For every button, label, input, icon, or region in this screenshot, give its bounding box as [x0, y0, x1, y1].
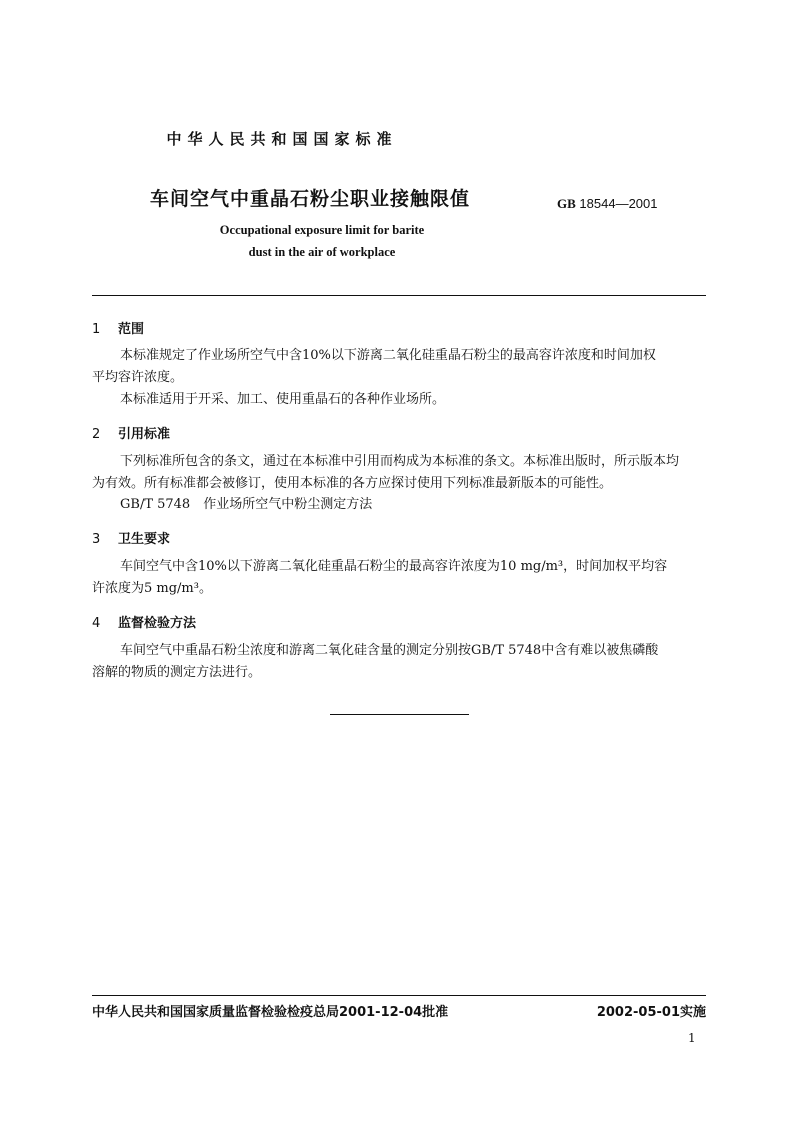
english-title-line-1: Occupational exposure limit for barite — [219, 223, 425, 237]
paragraph-line: 本标准规定了作业场所空气中含10%以下游离二氧化硅重晶石粉尘的最高容许浓度和时间加权 — [120, 348, 656, 363]
section-heading-4: 4 监督检验方法 — [92, 616, 197, 631]
approval-statement: 中华人民共和国国家质量监督检验检疫总局2001-12-04批准 — [92, 1005, 449, 1020]
paragraph-line: 车间空气中重晶石粉尘浓度和游离二氧化硅含量的测定分别按GB/T 5748中含有难以被焦磷酸 — [120, 643, 659, 658]
paragraph-line: 溶解的物质的测定方法进行。 — [92, 665, 262, 680]
section-heading-3: 3 卫生要求 — [92, 532, 171, 547]
page-number: 1 — [688, 1031, 696, 1045]
end-of-text-rule — [330, 714, 469, 715]
paragraph-line: 平均容许浓度。 — [92, 370, 184, 385]
issuing-organization: 中华人民共和国国家标准 — [166, 130, 398, 148]
section-heading-2: 2 引用标准 — [92, 427, 171, 442]
document-title: 车间空气中重晶石粉尘职业接触限值 — [150, 188, 471, 210]
footer-divider — [92, 995, 706, 996]
header-divider — [92, 295, 706, 296]
paragraph-line: 车间空气中含10%以下游离二氧化硅重晶石粉尘的最高容许浓度为10 mg/m³，时间加权平均容 — [120, 559, 668, 574]
paragraph-line: 本标准适用于开采、加工、使用重晶石的各种作业场所。 — [120, 392, 446, 407]
effective-date: 2002-05-01实施 — [596, 1005, 706, 1020]
paragraph-line: 下列标准所包含的条文，通过在本标准中引用而构成为本标准的条文。本标准出版时，所示版本均 — [120, 454, 680, 469]
paragraph-line: 许浓度为5 mg/m³。 — [92, 581, 212, 596]
code-prefix: GB — [557, 196, 576, 211]
paragraph-line: 为有效。所有标准都会被修订，使用本标准的各方应探讨使用下列标准最新版本的可能性。 — [92, 476, 613, 491]
code-number: 18544—2001 — [579, 196, 658, 211]
standard-code — [557, 196, 658, 212]
english-title-line-2: dust in the air of workplace — [248, 245, 396, 259]
section-heading-1: 1 范围 — [92, 322, 145, 337]
reference-item: GB/T 5748 作业场所空气中粉尘测定方法 — [120, 497, 373, 512]
